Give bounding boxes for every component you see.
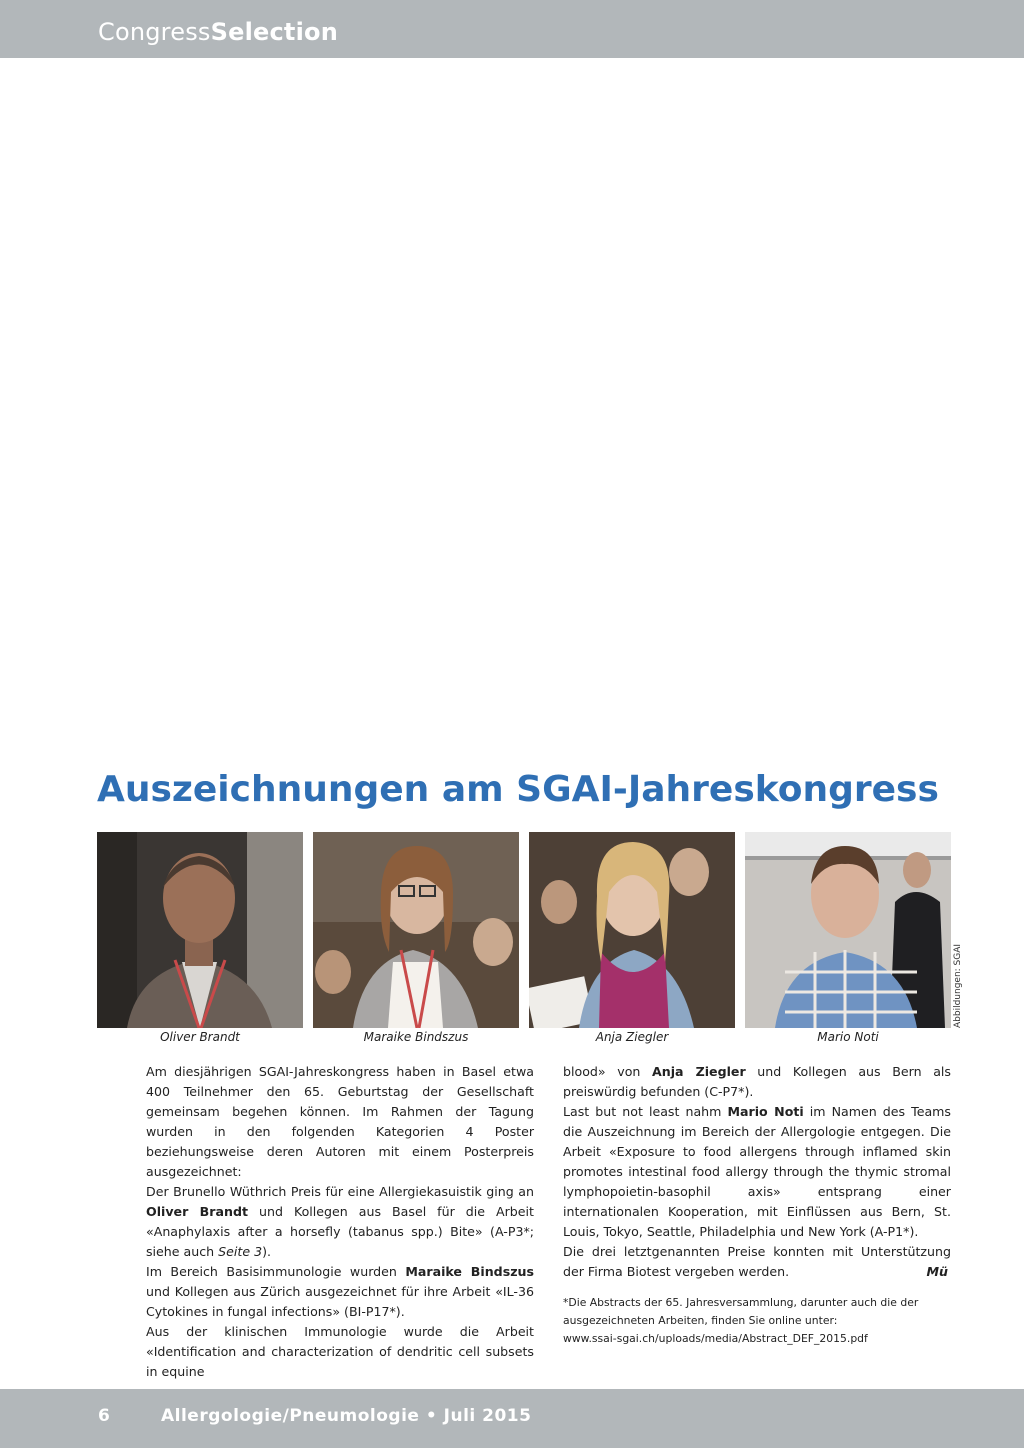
page-number: 6 bbox=[98, 1406, 110, 1426]
photo-maraike-bindszus bbox=[313, 832, 519, 1028]
photo-oliver-brandt bbox=[97, 832, 303, 1028]
person-name: Maraike Bindszus bbox=[405, 1264, 534, 1279]
paragraph: Die drei letztgenannten Preise konnten mit Unterstützung der Firma Biotest vergeben werden. Mü bbox=[563, 1242, 951, 1282]
photo-anja-ziegler bbox=[529, 832, 735, 1028]
article-title: Auszeichnungen am SGAI-Jahreskongress bbox=[97, 769, 939, 810]
paragraph: Aus der klinischen Immunologie wurde die Arbeit «Identification and characterization of dendritic cell subsets in equine bbox=[146, 1324, 534, 1379]
photo-credit: Abbildungen: SGAI bbox=[953, 943, 963, 1028]
photo-mario-noti bbox=[745, 832, 951, 1028]
photo-caption: Oliver Brandt bbox=[160, 1030, 240, 1044]
paragraph: Im Bereich Basisimmunologie wurden Maraike Bindszus und Kollegen aus Zürich ausgezeichnet für ihre Arbeit «IL-36 Cytokines in fungal infections» (BI-P17*). bbox=[146, 1264, 534, 1319]
person-name: Anja Ziegler bbox=[652, 1064, 746, 1079]
journal-name: Allergologie/Pneumologie • Juli 2015 bbox=[161, 1406, 532, 1426]
footnote-text: *Die Abstracts der 65. Jahresversammlung, darunter auch die der ausgezeichneten Arbeiten, finden Sie online unter: bbox=[563, 1296, 919, 1327]
brand-logo: CongressSelection bbox=[98, 18, 338, 46]
footnote-url: www.ssai-sgai.ch/uploads/media/Abstract_DEF_2015.pdf bbox=[563, 1332, 868, 1345]
footnote bbox=[563, 1294, 951, 1348]
page-reference: Seite 3 bbox=[218, 1244, 263, 1259]
person-name: Oliver Brandt bbox=[146, 1204, 248, 1219]
paragraph: Am diesjährigen SGAI-Jahreskongress haben in Basel etwa 400 Teilnehmer den 65. Geburtstag der Gesellschaft gemeinsam begehen können. Im Rahmen der Tagung wurden in den folgenden Kategorien 4 Poster beziehungsweise deren Autoren mit einem Posterpreis ausgezeichnet: bbox=[146, 1064, 534, 1179]
article-column-right bbox=[563, 1062, 951, 1348]
person-name: Mario Noti bbox=[727, 1104, 804, 1119]
paragraph: Last but not least nahm Mario Noti im Namen des Teams die Auszeichnung im Bereich der Allergologie entgegen. Die Arbeit «Exposure to food allergens through inflamed skin promotes intestinal food allergy through the thymic stromal lymphopoietin-basophil axis» entsprang einer internationalen Kooperation, mit Einflüssen aus Bern, St. Louis, Tokyo, Seattle, Philadelphia und New York (A-P1*). bbox=[563, 1104, 951, 1239]
photo-caption: Maraike Bindszus bbox=[363, 1030, 469, 1044]
photo-caption: Mario Noti bbox=[817, 1030, 879, 1044]
photo-caption: Anja Ziegler bbox=[595, 1030, 669, 1044]
header-bar bbox=[0, 0, 1024, 58]
paragraph: blood» von Anja Ziegler und Kollegen aus Bern als preiswürdig befunden (C-P7*). bbox=[563, 1064, 951, 1099]
paragraph: Der Brunello Wüthrich Preis für eine Allergiekasuistik ging an Oliver Brandt und Kollegen aus Basel für die Arbeit «Anaphylaxis after a horsefly (tabanus spp.) Bite» (A-P3*; siehe auch Seite 3). bbox=[146, 1184, 534, 1259]
article-column-left bbox=[146, 1062, 534, 1382]
author-signature: Mü bbox=[926, 1264, 948, 1279]
